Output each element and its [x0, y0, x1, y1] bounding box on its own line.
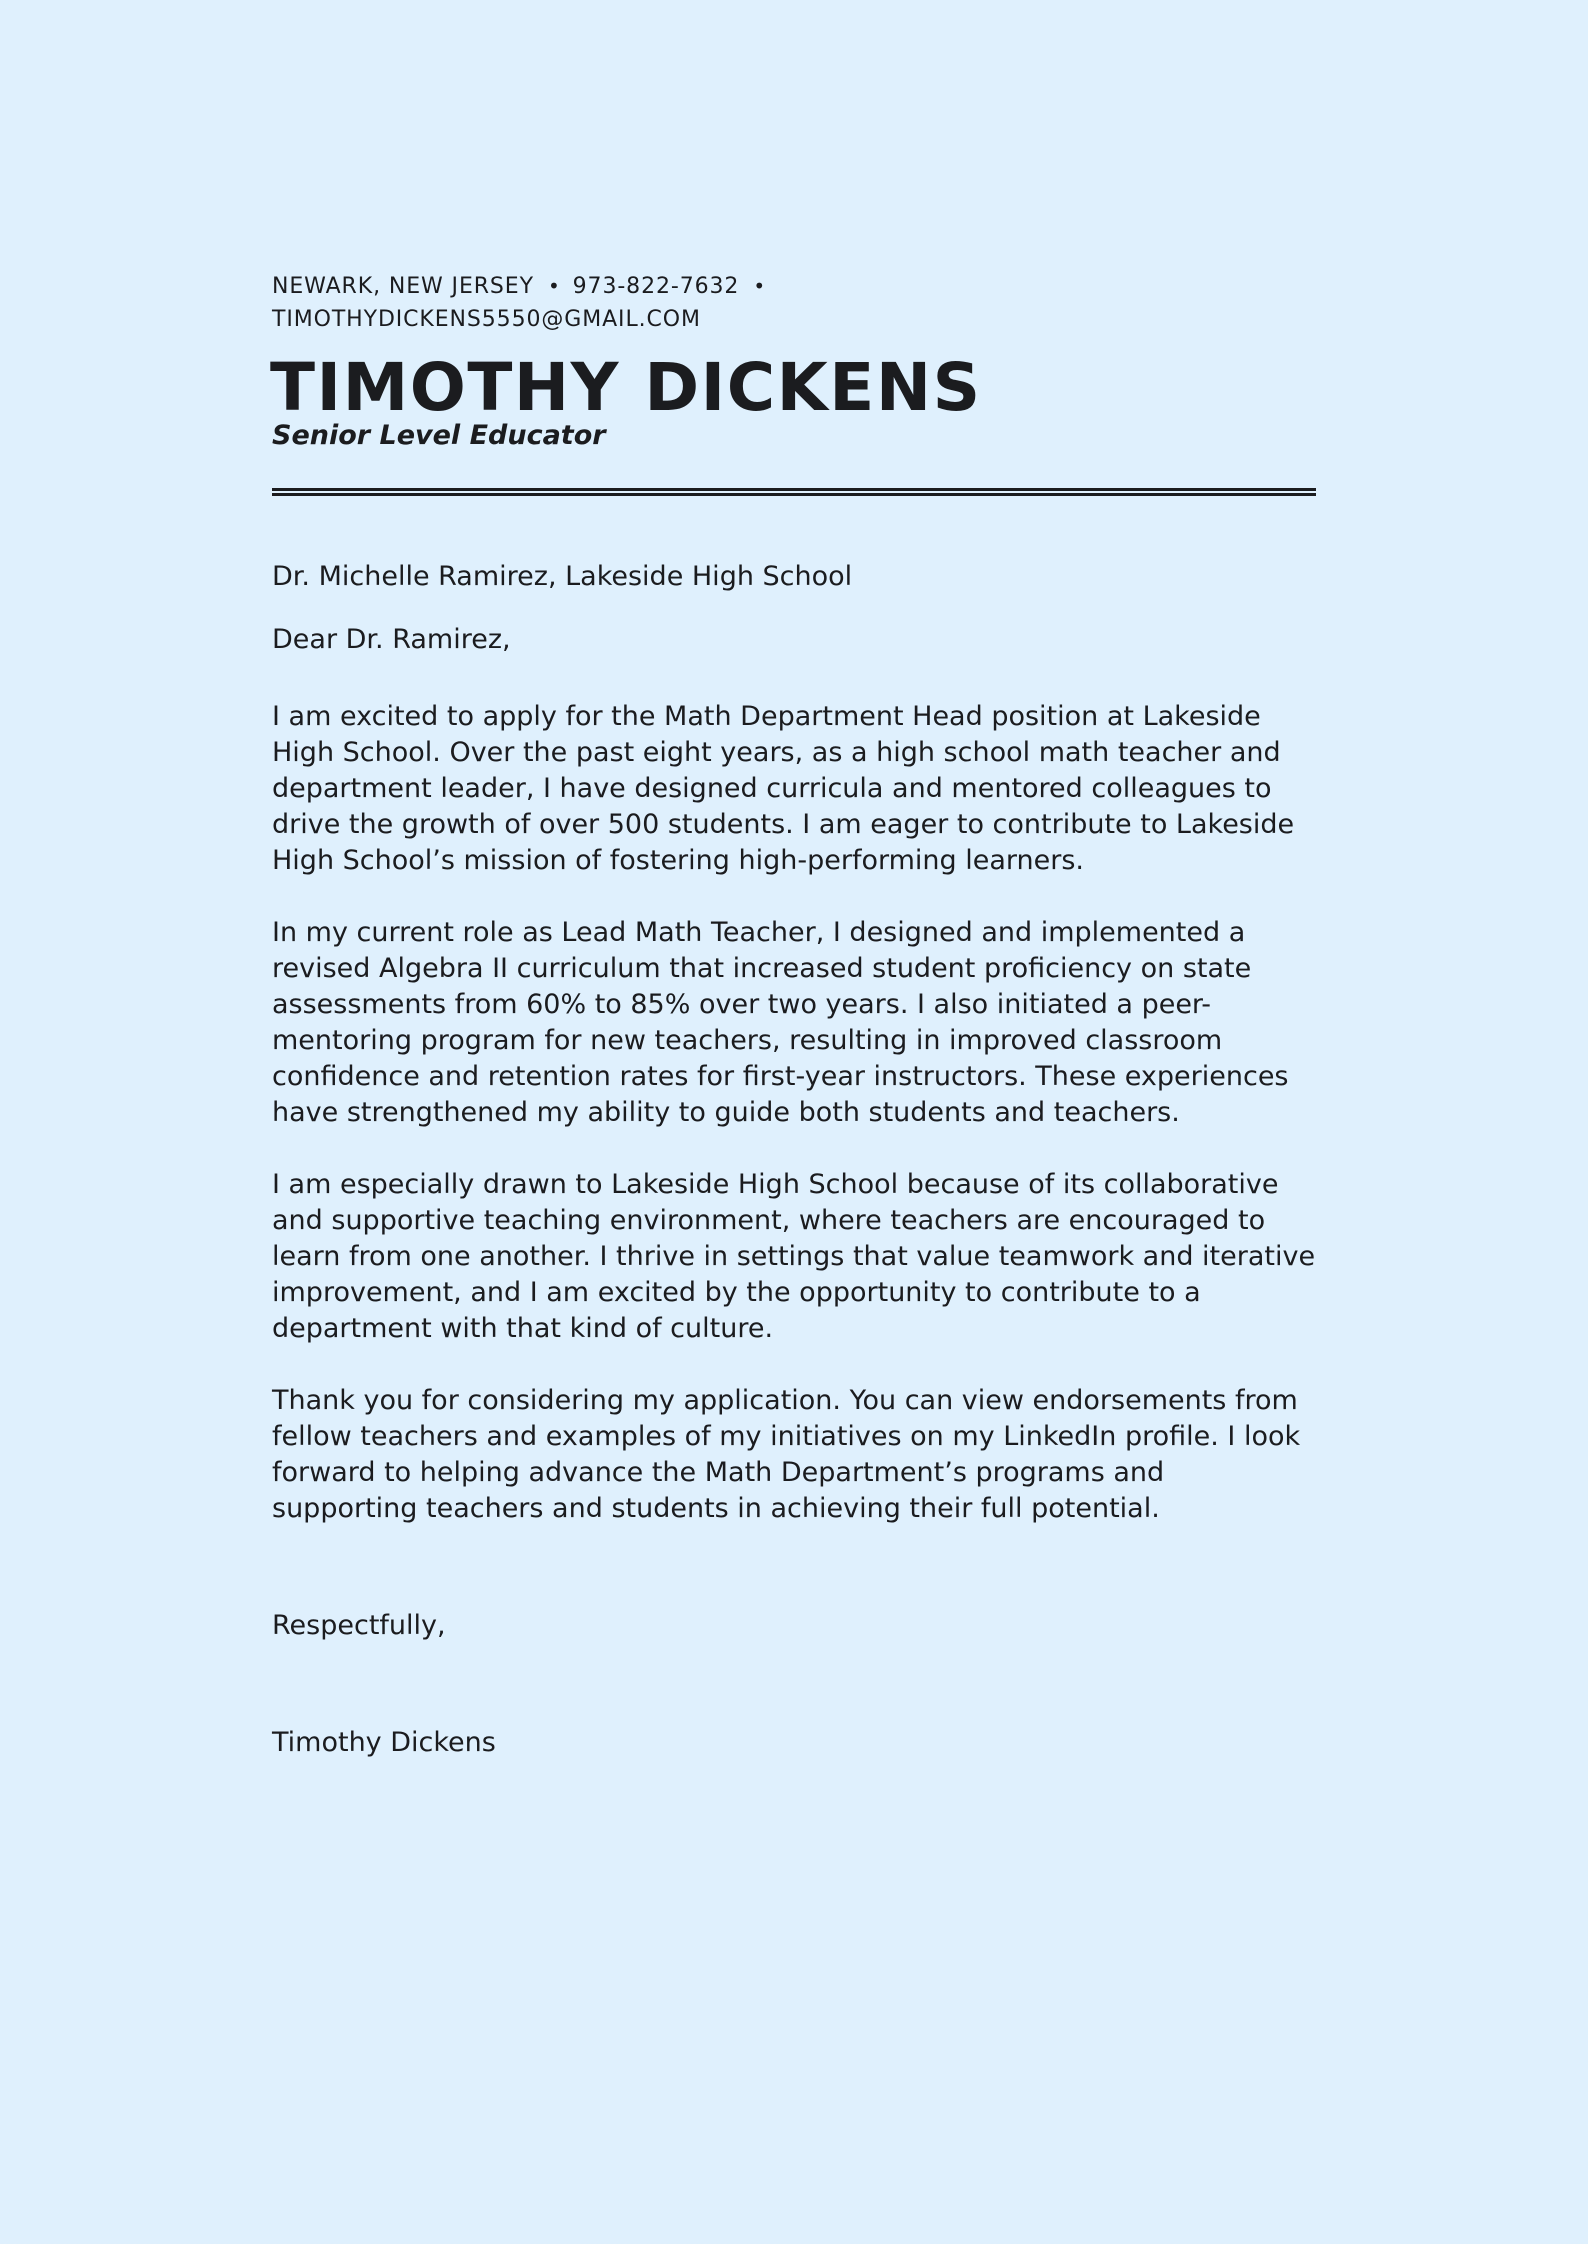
contact-phone: 973-822-7632: [572, 274, 740, 299]
paragraph-1: I am excited to apply for the Math Department Head position at Lakeside High School. Over the past eight years, as a high school math teacher and department leader, I have designed curricula and mentored colleagues to drive the growth of over 500 students. I am eager to contribute to Lakeside High School’s mission of fostering high-performing learners.: [272, 701, 1295, 876]
applicant-title: Senior Level Educator: [272, 420, 606, 451]
recipient-line: Dr. Michelle Ramirez, Lakeside High School: [272, 561, 853, 592]
applicant-name: TIMOTHY DICKENS: [270, 349, 982, 426]
paragraph-2: In my current role as Lead Math Teacher, I designed and implemented a revised Algebra II curriculum that increased student proficiency on state assessments from 60% to 85% over two years. I also initiated a peer-mentoring program for new teachers, resulting in improved classroom confidence and retention rates for first-year instructors. These experiences have strengthened my ability to guide both students and teachers.: [272, 917, 1289, 1128]
paragraph-3: I am especially drawn to Lakeside High School because of its collaborative and supportive teaching environment, where teachers are encouraged to learn from one another. I thrive in settings that value teamwork and iterative improvement, and I am excited by the opportunity to contribute to a department with that kind of culture.: [272, 1169, 1316, 1344]
bullet-separator-icon: •: [753, 274, 767, 298]
letter-body: [272, 559, 1316, 1761]
closing: Respectfully,: [272, 1610, 446, 1641]
contact-location: NEWARK, NEW JERSEY: [272, 274, 534, 299]
bullet-separator-icon: •: [547, 274, 561, 298]
double-rule-divider: [272, 488, 1316, 496]
signature: Timothy Dickens: [272, 1727, 496, 1758]
contact-info: [272, 270, 1316, 336]
contact-email: TIMOTHYDICKENS5550@GMAIL.COM: [272, 307, 701, 332]
paragraph-4: Thank you for considering my application. You can view endorsements from fellow teachers and examples of my initiatives on my LinkedIn profile. I look forward to helping advance the Math Department’s programs and supporting teachers and students in achieving their full potential.: [272, 1385, 1301, 1524]
salutation: Dear Dr. Ramirez,: [272, 624, 511, 655]
